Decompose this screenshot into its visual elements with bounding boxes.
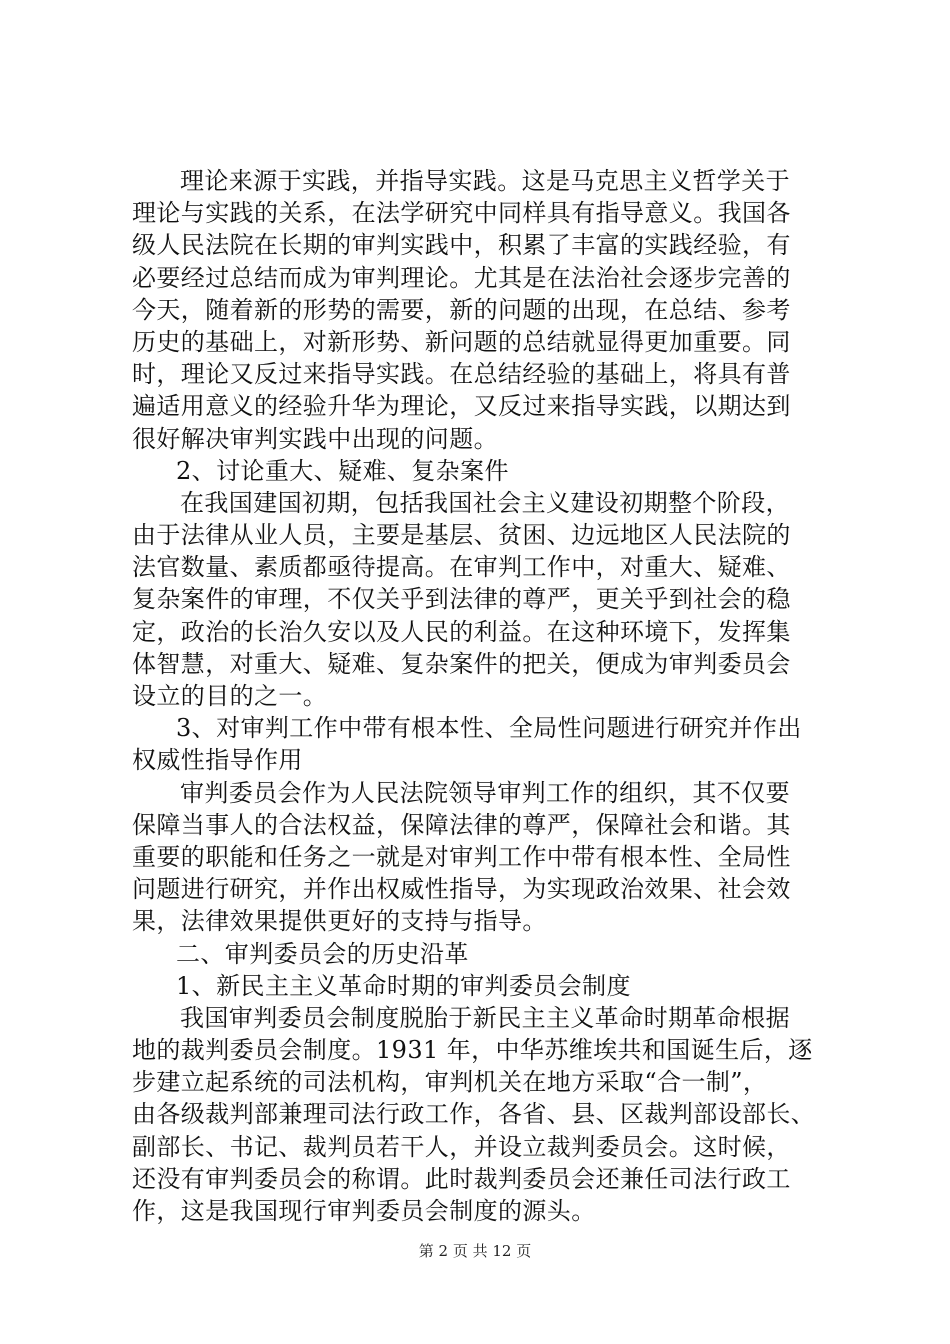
paragraph-line: 很好解决审判实践中出现的问题。 bbox=[132, 424, 498, 453]
paragraph-line: 遍适用意义的经验升华为理论，又反过来指导实践，以期达到 bbox=[132, 392, 791, 421]
paragraph-line: 由各级裁判部兼理司法行政工作，各省、县、区裁判部设部长、 bbox=[132, 1100, 816, 1129]
section-heading: 1、新民主主义革命时期的审判委员会制度 bbox=[176, 971, 631, 1000]
paragraph-line: 果，法律效果提供更好的支持与指导。 bbox=[132, 907, 547, 936]
paragraph-line: 必要经过总结而成为审判理论。尤其是在法治社会逐步完善的 bbox=[132, 263, 791, 292]
paragraph-line: 审判委员会作为人民法院领导审判工作的组织，其不仅要 bbox=[180, 778, 790, 807]
paragraph-line: 副部长、书记、裁判员若干人，并设立裁判委员会。这时候， bbox=[132, 1132, 791, 1161]
paragraph-line: 在我国建国初期，包括我国社会主义建设初期整个阶段， bbox=[180, 488, 790, 517]
document-body bbox=[132, 165, 832, 1227]
paragraph-line: 复杂案件的审理，不仅关乎到法律的尊严，更关乎到社会的稳 bbox=[132, 585, 791, 614]
paragraph-line: 我国审判委员会制度脱胎于新民主主义革命时期革命根据 bbox=[180, 1003, 790, 1032]
section-heading: 3、对审判工作中带有根本性、全局性问题进行研究并作出 bbox=[176, 714, 802, 743]
paragraph-line: 由于法律从业人员，主要是基层、贫困、边远地区人民法院的 bbox=[132, 521, 791, 550]
section-heading: 2、讨论重大、疑难、复杂案件 bbox=[176, 456, 509, 485]
paragraph-line: 作，这是我国现行审判委员会制度的源头。 bbox=[132, 1197, 596, 1225]
paragraph-line: 体智慧，对重大、疑难、复杂案件的把关，便成为审判委员会 bbox=[132, 649, 791, 678]
paragraph-line: 历史的基础上，对新形势、新问题的总结就显得更加重要。同 bbox=[132, 327, 791, 356]
paragraph-line: 还没有审判委员会的称谓。此时裁判委员会还兼任司法行政工 bbox=[132, 1164, 791, 1193]
chapter-heading: 二、审判委员会的历史沿革 bbox=[176, 939, 469, 968]
section-heading-continued: 权威性指导作用 bbox=[132, 746, 303, 775]
paragraph-line: 步建立起系统的司法机构，审判机关在地方采取“合一制”， bbox=[132, 1068, 768, 1097]
paragraph-line: 定，政治的长治久安以及人民的利益。在这种环境下，发挥集 bbox=[132, 617, 791, 646]
paragraph-line: 设立的目的之一。 bbox=[132, 682, 328, 710]
paragraph-line: 法官数量、素质都亟待提高。在审判工作中，对重大、疑难、 bbox=[132, 553, 791, 582]
paragraph-line: 问题进行研究，并作出权威性指导，为实现政治效果、社会效 bbox=[132, 875, 791, 904]
paragraph-line: 级人民法院在长期的审判实践中，积累了丰富的实践经验，有 bbox=[132, 231, 791, 260]
paragraph-line: 理论来源于实践，并指导实践。这是马克思主义哲学关于 bbox=[180, 167, 790, 195]
paragraph-line: 重要的职能和任务之一就是对审判工作中带有根本性、全局性 bbox=[132, 842, 791, 871]
paragraph-line: 时，理论又反过来指导实践。在总结经验的基础上，将具有普 bbox=[132, 360, 791, 389]
paragraph-line: 保障当事人的合法权益，保障法律的尊严，保障社会和谐。其 bbox=[132, 810, 791, 839]
paragraph-line: 地的裁判委员会制度。1931 年，中华苏维埃共和国诞生后，逐 bbox=[132, 1036, 813, 1065]
paragraph-line: 理论与实践的关系，在法学研究中同样具有指导意义。我国各 bbox=[132, 199, 791, 228]
paragraph-line: 今天，随着新的形势的需要，新的问题的出现，在总结、参考 bbox=[132, 295, 791, 324]
page-number-footer: 第 2 页 共 12 页 bbox=[418, 1242, 532, 1260]
